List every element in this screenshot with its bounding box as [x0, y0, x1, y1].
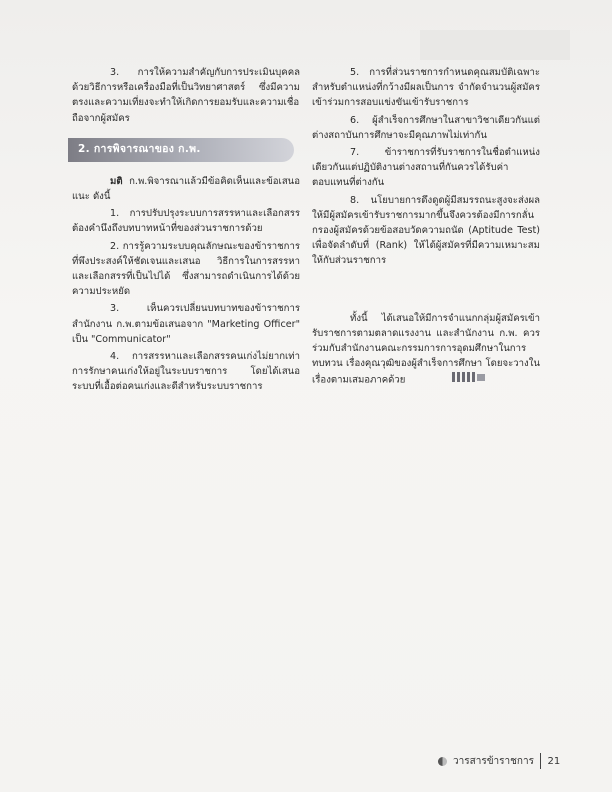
resolution-paragraph — [72, 174, 300, 204]
page-footer — [438, 752, 560, 770]
list-item: 2. การรู้ความระบบคุณลักษณะของข้าราชการที่พึงประสงค์ให้ชัดเจนและเสนอ วิธีการในการสรรหาและเลือกสรรที่เป็นไปได้ ซึ่งสามารถดำเนินการได้ด้วยความประหยัด — [72, 240, 300, 298]
closing-paragraph — [312, 311, 540, 389]
footer-divider — [540, 753, 542, 769]
list-item: 3. เห็นควรเปลี่ยนบทบาทของข้าราชการสำนักงาน ก.พ.ตามข้อเสนอจาก "Marketing Officer" เป็น "Communicator" — [72, 303, 300, 345]
list-item: 1. การปรับปรุงระบบการสรรหาและเลือกสรรต้องคำนึงถึงบทบาทหน้าที่ของส่วนราชการด้วย — [72, 208, 300, 235]
resolution-lead: มติ — [110, 175, 123, 187]
end-of-article-icon — [414, 371, 486, 388]
page-number: 21 — [547, 755, 561, 767]
section-title: 2. การพิจารณาของ ก.พ. — [78, 143, 201, 156]
section-heading-bar — [68, 138, 294, 162]
closing-text: ทั้งนี้ ได้เสนอให้มีการจำแนกกลุ่มผู้สมัครเข้ารับราชการตามตลาดแรงงาน และสำนักงาน ก.พ. ควรร่วมกับสำนักงานคณะกรรมการการอุดมศึกษาในการทบทวน เรื่องคุณวุฒิของผู้สำเร็จการศึกษา โดยจะวางในเรื่องตามเสมอภาคด้วย — [312, 312, 540, 387]
list-item: 6. ผู้สำเร็จการศึกษาในสาขาวิชาเดียวกันแต่ต่างสถาบันการศึกษาจะมีคุณภาพไม่เท่ากัน — [312, 114, 540, 141]
journal-logo-icon — [438, 757, 447, 766]
left-column — [72, 65, 300, 397]
column-spacer — [312, 271, 540, 311]
list-item: 4. การสรรหาและเลือกสรรคนเก่งไม่ยากเท่าการรักษาคนเก่งให้อยู่ในระบบราชการ โดยได้เสนอระบบที่เอื้อต่อคนเก่งและดีสำหรับระบบราชการ — [72, 351, 300, 393]
list-item: 7. ข้าราชการที่รับราชการในชื่อตำแหน่งเดียวกันแต่ปฏิบัติงานต่างสถานที่กันควรได้รับค่าตอบแทนที่ต่างกัน — [312, 147, 540, 189]
journal-name: วารสารข้าราชการ — [453, 755, 534, 767]
list-item: 8. นโยบายการดึงดูดผู้มีสมรรถนะสูงจะส่งผลให้มีผู้สมัครเข้ารับราชการมากขึ้นจึงควรต้องมีการกลั่นกรองผู้สมัครด้วยข้อสอบวัดความถนัด (Aptitude Test) เพื่อจัดลำดับที่ (Rank) ให้ได้ผู้สมัครที่มีความเหมาะสมให้กับส่วนราชการ — [312, 194, 540, 267]
right-column — [312, 65, 540, 391]
list-item: 5. การที่ส่วนราชการกำหนดคุณสมบัติเฉพาะสำหรับตำแหน่งที่กว้างมีผลเป็นการ จำกัดจำนวนผู้สมัครเข้าร่วมการสอบแข่งขันเข้ารับราชการ — [312, 67, 540, 109]
faded-header-watermark — [420, 30, 570, 60]
intro-paragraph: 3. การให้ความสำคัญกับการประเมินบุคคลด้วยวิธีการหรือเครื่องมือที่เป็นวิทยาศาสตร์ ซึ่งมีความตรงและความเที่ยงจะทำให้เกิดการยอมรับและความเชื่อถือจากผู้สมัคร — [72, 67, 300, 124]
resolution-text: ก.พ.พิจารณาแล้วมีข้อคิดเห็นและข้อเสนอแนะ ดังนี้ — [72, 175, 300, 203]
